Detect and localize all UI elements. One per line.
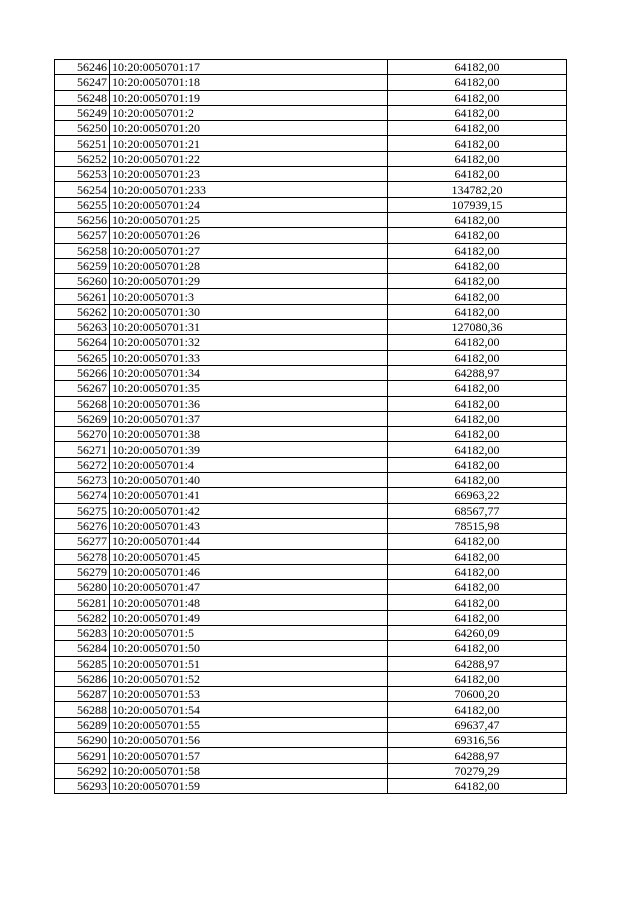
- cadastral-value-cell: 64182,00: [388, 274, 567, 289]
- cadastral-value-cell: 64288,97: [388, 656, 567, 671]
- cadastral-value-cell: 68567,77: [388, 503, 567, 518]
- table-row: [55, 182, 567, 197]
- row-number-cell: 56278: [55, 549, 110, 564]
- table-row: [55, 702, 567, 717]
- table-row: [55, 320, 567, 335]
- cadastral-number-cell: 10:20:0050701:54: [110, 702, 388, 717]
- cadastral-value-cell: 64182,00: [388, 136, 567, 151]
- table-row: [55, 733, 567, 748]
- table-row: [55, 671, 567, 686]
- table-row: [55, 473, 567, 488]
- row-number-cell: 56270: [55, 427, 110, 442]
- cadastral-number-cell: 10:20:0050701:30: [110, 304, 388, 319]
- row-number-cell: 56251: [55, 136, 110, 151]
- cadastral-value-cell: 64182,00: [388, 381, 567, 396]
- cadastral-value-cell: 69637,47: [388, 717, 567, 732]
- cadastral-number-cell: 10:20:0050701:28: [110, 258, 388, 273]
- cadastral-number-cell: 10:20:0050701:59: [110, 778, 388, 793]
- table-row: [55, 457, 567, 472]
- row-number-cell: 56275: [55, 503, 110, 518]
- table-body: [55, 60, 567, 794]
- table-row: [55, 518, 567, 533]
- table-row: [55, 748, 567, 763]
- row-number-cell: 56273: [55, 473, 110, 488]
- table-row: [55, 75, 567, 90]
- cadastral-number-cell: 10:20:0050701:43: [110, 518, 388, 533]
- cadastral-value-cell: 64182,00: [388, 534, 567, 549]
- table-row: [55, 610, 567, 625]
- cadastral-value-cell: 70600,20: [388, 687, 567, 702]
- table-row: [55, 411, 567, 426]
- table-row: [55, 289, 567, 304]
- cadastral-value-cell: 64182,00: [388, 595, 567, 610]
- row-number-cell: 56254: [55, 182, 110, 197]
- cadastral-number-cell: 10:20:0050701:34: [110, 365, 388, 380]
- cadastral-number-cell: 10:20:0050701:32: [110, 335, 388, 350]
- cadastral-value-cell: 64182,00: [388, 564, 567, 579]
- cadastral-value-cell: 66963,22: [388, 488, 567, 503]
- table-row: [55, 549, 567, 564]
- table-row: [55, 427, 567, 442]
- table-row: [55, 580, 567, 595]
- row-number-cell: 56292: [55, 763, 110, 778]
- row-number-cell: 56267: [55, 381, 110, 396]
- row-number-cell: 56255: [55, 197, 110, 212]
- table-row: [55, 243, 567, 258]
- table-row: [55, 167, 567, 182]
- row-number-cell: 56288: [55, 702, 110, 717]
- cadastral-number-cell: 10:20:0050701:56: [110, 733, 388, 748]
- cadastral-number-cell: 10:20:0050701:24: [110, 197, 388, 212]
- cadastral-number-cell: 10:20:0050701:49: [110, 610, 388, 625]
- cadastral-number-cell: 10:20:0050701:3: [110, 289, 388, 304]
- row-number-cell: 56282: [55, 610, 110, 625]
- cadastral-number-cell: 10:20:0050701:52: [110, 671, 388, 686]
- table-row: [55, 365, 567, 380]
- row-number-cell: 56253: [55, 167, 110, 182]
- table-row: [55, 687, 567, 702]
- cadastral-number-cell: 10:20:0050701:19: [110, 90, 388, 105]
- cadastral-value-cell: 64182,00: [388, 105, 567, 120]
- row-number-cell: 56271: [55, 442, 110, 457]
- cadastral-value-cell: 64182,00: [388, 243, 567, 258]
- cadastral-number-cell: 10:20:0050701:57: [110, 748, 388, 763]
- cadastral-number-cell: 10:20:0050701:25: [110, 212, 388, 227]
- row-number-cell: 56257: [55, 228, 110, 243]
- cadastral-value-cell: 64182,00: [388, 335, 567, 350]
- table-row: [55, 136, 567, 151]
- row-number-cell: 56258: [55, 243, 110, 258]
- cadastral-value-cell: 64182,00: [388, 60, 567, 75]
- cadastral-number-cell: 10:20:0050701:29: [110, 274, 388, 289]
- cadastral-number-cell: 10:20:0050701:38: [110, 427, 388, 442]
- table-row: [55, 381, 567, 396]
- cadastral-value-cell: 64182,00: [388, 641, 567, 656]
- cadastral-value-cell: 78515,98: [388, 518, 567, 533]
- table-row: [55, 656, 567, 671]
- row-number-cell: 56286: [55, 671, 110, 686]
- row-number-cell: 56284: [55, 641, 110, 656]
- cadastral-value-cell: 64182,00: [388, 427, 567, 442]
- cadastral-value-cell: 64182,00: [388, 350, 567, 365]
- cadastral-number-cell: 10:20:0050701:45: [110, 549, 388, 564]
- cadastral-number-cell: 10:20:0050701:42: [110, 503, 388, 518]
- row-number-cell: 56248: [55, 90, 110, 105]
- row-number-cell: 56250: [55, 121, 110, 136]
- row-number-cell: 56280: [55, 580, 110, 595]
- row-number-cell: 56276: [55, 518, 110, 533]
- cadastral-number-cell: 10:20:0050701:53: [110, 687, 388, 702]
- table-row: [55, 488, 567, 503]
- row-number-cell: 56287: [55, 687, 110, 702]
- cadastral-number-cell: 10:20:0050701:2: [110, 105, 388, 120]
- row-number-cell: 56291: [55, 748, 110, 763]
- row-number-cell: 56266: [55, 365, 110, 380]
- table-row: [55, 625, 567, 640]
- table-row: [55, 304, 567, 319]
- cadastral-number-cell: 10:20:0050701:31: [110, 320, 388, 335]
- row-number-cell: 56272: [55, 457, 110, 472]
- table-row: [55, 442, 567, 457]
- row-number-cell: 56269: [55, 411, 110, 426]
- cadastral-value-cell: 64182,00: [388, 671, 567, 686]
- cadastral-number-cell: 10:20:0050701:50: [110, 641, 388, 656]
- row-number-cell: 56256: [55, 212, 110, 227]
- table-row: [55, 228, 567, 243]
- row-number-cell: 56279: [55, 564, 110, 579]
- cadastral-value-cell: 64182,00: [388, 473, 567, 488]
- row-number-cell: 56249: [55, 105, 110, 120]
- cadastral-value-cell: 64182,00: [388, 457, 567, 472]
- cadastral-value-cell: 64288,97: [388, 748, 567, 763]
- table-row: [55, 396, 567, 411]
- cadastral-number-cell: 10:20:0050701:33: [110, 350, 388, 365]
- table-row: [55, 212, 567, 227]
- cadastral-number-cell: 10:20:0050701:39: [110, 442, 388, 457]
- cadastral-number-cell: 10:20:0050701:20: [110, 121, 388, 136]
- cadastral-value-cell: 64182,00: [388, 90, 567, 105]
- table-row: [55, 105, 567, 120]
- cadastral-value-cell: 64288,97: [388, 365, 567, 380]
- cadastral-value-cell: 134782,20: [388, 182, 567, 197]
- row-number-cell: 56265: [55, 350, 110, 365]
- row-number-cell: 56277: [55, 534, 110, 549]
- cadastral-number-cell: 10:20:0050701:35: [110, 381, 388, 396]
- cadastral-number-cell: 10:20:0050701:17: [110, 60, 388, 75]
- row-number-cell: 56285: [55, 656, 110, 671]
- row-number-cell: 56263: [55, 320, 110, 335]
- table-row: [55, 763, 567, 778]
- cadastral-number-cell: 10:20:0050701:23: [110, 167, 388, 182]
- cadastral-number-cell: 10:20:0050701:233: [110, 182, 388, 197]
- row-number-cell: 56259: [55, 258, 110, 273]
- cadastral-value-cell: 64182,00: [388, 396, 567, 411]
- table-row: [55, 778, 567, 793]
- cadastral-number-cell: 10:20:0050701:21: [110, 136, 388, 151]
- cadastral-value-cell: 64182,00: [388, 167, 567, 182]
- row-number-cell: 56293: [55, 778, 110, 793]
- cadastral-number-cell: 10:20:0050701:22: [110, 151, 388, 166]
- cadastral-value-table: [54, 59, 567, 794]
- cadastral-number-cell: 10:20:0050701:37: [110, 411, 388, 426]
- table-row: [55, 350, 567, 365]
- cadastral-value-cell: 64182,00: [388, 778, 567, 793]
- row-number-cell: 56274: [55, 488, 110, 503]
- table-row: [55, 564, 567, 579]
- cadastral-number-cell: 10:20:0050701:55: [110, 717, 388, 732]
- cadastral-value-cell: 64182,00: [388, 580, 567, 595]
- cadastral-value-cell: 64182,00: [388, 610, 567, 625]
- cadastral-value-cell: 64260,09: [388, 625, 567, 640]
- row-number-cell: 56260: [55, 274, 110, 289]
- cadastral-value-cell: 69316,56: [388, 733, 567, 748]
- table-row: [55, 258, 567, 273]
- cadastral-number-cell: 10:20:0050701:4: [110, 457, 388, 472]
- cadastral-value-cell: 64182,00: [388, 121, 567, 136]
- cadastral-value-cell: 64182,00: [388, 442, 567, 457]
- cadastral-number-cell: 10:20:0050701:58: [110, 763, 388, 778]
- row-number-cell: 56268: [55, 396, 110, 411]
- table-row: [55, 534, 567, 549]
- table-row: [55, 503, 567, 518]
- row-number-cell: 56289: [55, 717, 110, 732]
- cadastral-value-cell: 64182,00: [388, 702, 567, 717]
- cadastral-value-cell: 64182,00: [388, 75, 567, 90]
- cadastral-value-cell: 127080,36: [388, 320, 567, 335]
- table-row: [55, 595, 567, 610]
- cadastral-number-cell: 10:20:0050701:47: [110, 580, 388, 595]
- cadastral-number-cell: 10:20:0050701:44: [110, 534, 388, 549]
- cadastral-value-cell: 64182,00: [388, 304, 567, 319]
- cadastral-value-cell: 64182,00: [388, 549, 567, 564]
- table-row: [55, 151, 567, 166]
- cadastral-number-cell: 10:20:0050701:18: [110, 75, 388, 90]
- table-row: [55, 717, 567, 732]
- row-number-cell: 56252: [55, 151, 110, 166]
- table-row: [55, 641, 567, 656]
- row-number-cell: 56283: [55, 625, 110, 640]
- row-number-cell: 56264: [55, 335, 110, 350]
- cadastral-number-cell: 10:20:0050701:5: [110, 625, 388, 640]
- cadastral-number-cell: 10:20:0050701:26: [110, 228, 388, 243]
- cadastral-value-cell: 64182,00: [388, 212, 567, 227]
- cadastral-number-cell: 10:20:0050701:41: [110, 488, 388, 503]
- table-row: [55, 197, 567, 212]
- cadastral-value-cell: 70279,29: [388, 763, 567, 778]
- cadastral-number-cell: 10:20:0050701:40: [110, 473, 388, 488]
- cadastral-value-cell: 64182,00: [388, 151, 567, 166]
- cadastral-value-cell: 64182,00: [388, 411, 567, 426]
- cadastral-number-cell: 10:20:0050701:51: [110, 656, 388, 671]
- cadastral-number-cell: 10:20:0050701:36: [110, 396, 388, 411]
- cadastral-value-cell: 64182,00: [388, 289, 567, 304]
- cadastral-value-cell: 64182,00: [388, 258, 567, 273]
- cadastral-value-cell: 107939,15: [388, 197, 567, 212]
- row-number-cell: 56281: [55, 595, 110, 610]
- table-row: [55, 121, 567, 136]
- table-row: [55, 274, 567, 289]
- table-row: [55, 60, 567, 75]
- cadastral-number-cell: 10:20:0050701:48: [110, 595, 388, 610]
- table-row: [55, 90, 567, 105]
- row-number-cell: 56290: [55, 733, 110, 748]
- cadastral-value-cell: 64182,00: [388, 228, 567, 243]
- cadastral-number-cell: 10:20:0050701:46: [110, 564, 388, 579]
- row-number-cell: 56262: [55, 304, 110, 319]
- row-number-cell: 56247: [55, 75, 110, 90]
- row-number-cell: 56246: [55, 60, 110, 75]
- table-row: [55, 335, 567, 350]
- row-number-cell: 56261: [55, 289, 110, 304]
- cadastral-number-cell: 10:20:0050701:27: [110, 243, 388, 258]
